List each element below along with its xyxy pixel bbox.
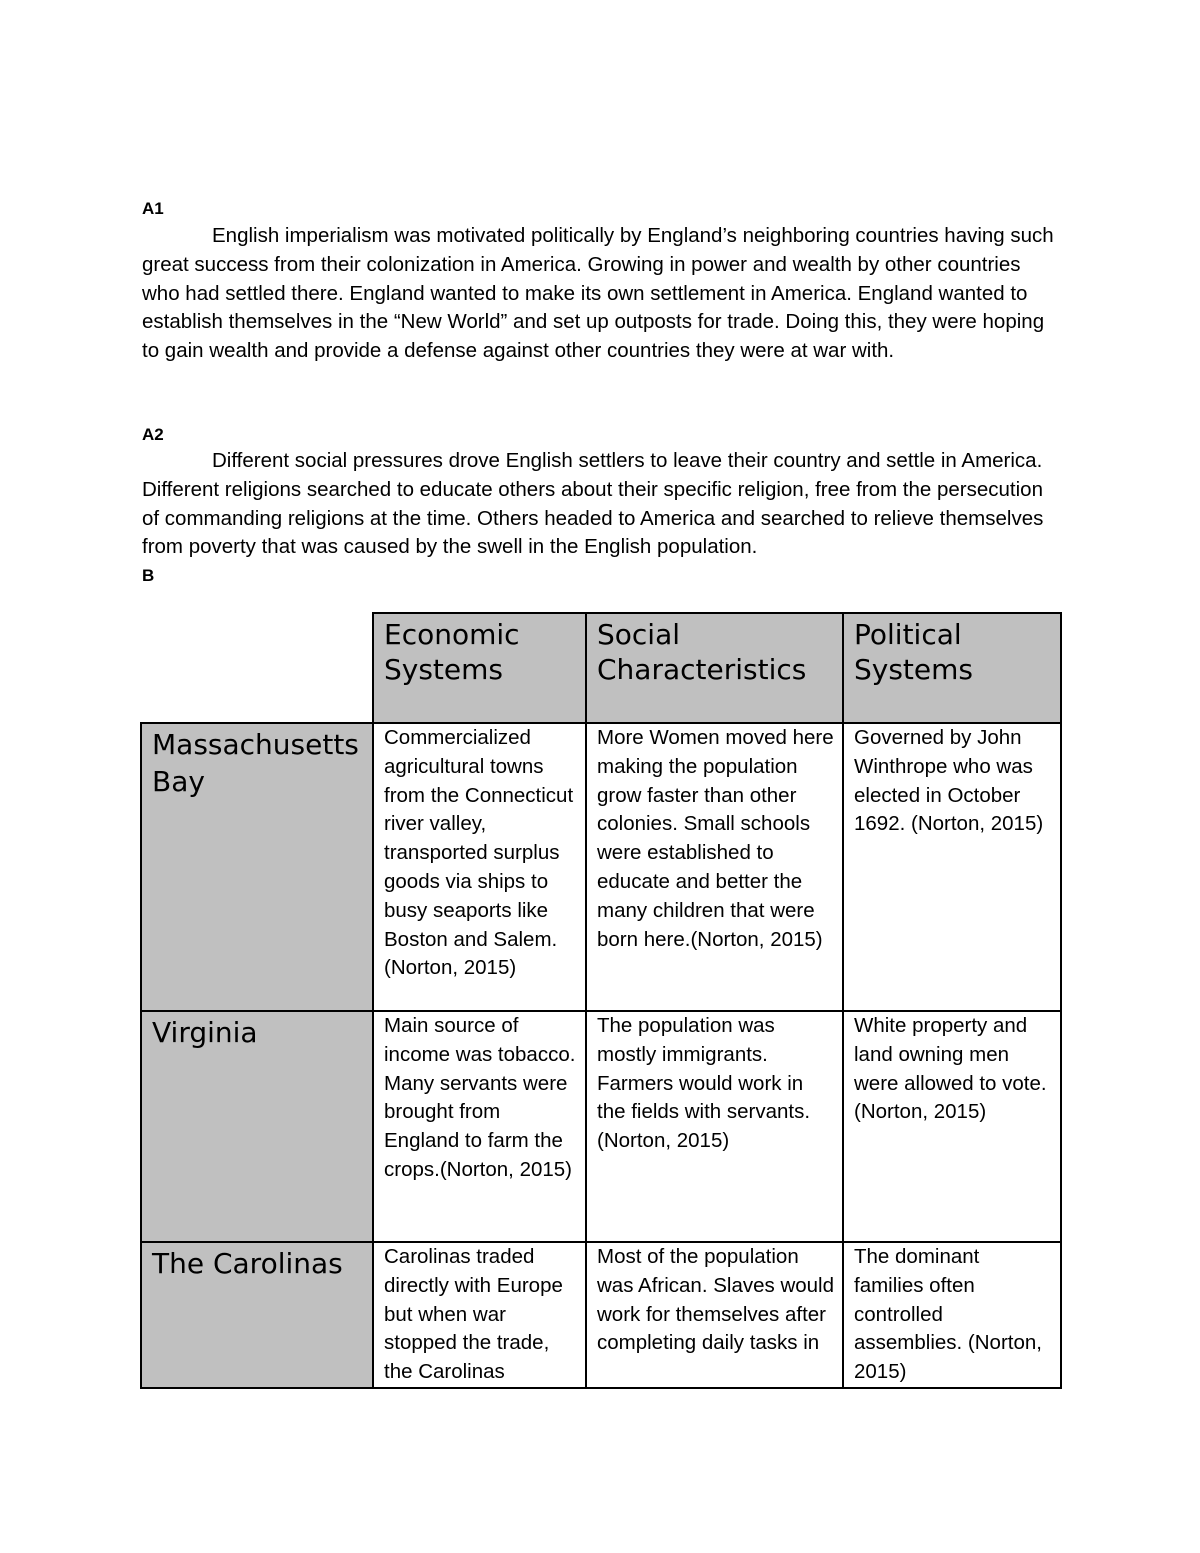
cell-economic: Main source of income was tobacco. Many servants were brought from England to farm the crops.(Norton, 2015): [373, 1011, 586, 1242]
paragraph-a1: English imperialism was motivated politically by England’s neighboring countries having such great success from their colonization in America. Growing in power and wealth by other countries who had settled there. England wanted to make its own settlement in America. England wanted to establish themselves in the “New World” and set up outposts for trade. Doing this, they were hoping to gain wealth and provide a defense against other countries they were at war with.: [142, 224, 1054, 363]
heading-a2: A2: [142, 425, 164, 444]
row-header-massachusetts-bay: Massachusetts Bay: [141, 723, 373, 1011]
cell-political: White property and land owning men were allowed to vote. (Norton, 2015): [843, 1011, 1061, 1242]
table-row: [141, 1242, 1061, 1388]
heading-b: B: [142, 566, 155, 585]
cell-political: Governed by John Winthrope who was elected in October 1692. (Norton, 2015): [843, 723, 1061, 1011]
row-header-the-carolinas: The Carolinas: [141, 1242, 373, 1388]
cell-social: More Women moved here making the population grow faster than other colonies. Small schools were established to educate and better the many children that were born here.(Norton, 2015): [586, 723, 843, 1011]
heading-a1: A1: [142, 199, 164, 218]
colonies-comparison-table: [140, 612, 1062, 1389]
table-row: [141, 723, 1061, 1011]
cell-social: Most of the population was African. Slaves would work for themselves after completing daily tasks in: [586, 1242, 843, 1388]
column-header-social: Social Characteristics: [586, 613, 843, 723]
cell-economic: Commercialized agricultural towns from the Connecticut river valley, transported surplus goods via ships to busy seaports like Boston and Salem.(Norton, 2015): [373, 723, 586, 1011]
paragraph-a2: Different social pressures drove English settlers to leave their country and settle in America. Different religions searched to educate others about their specific religion, free from the persecution of commanding religions at the time. Others headed to America and searched to relieve themselves from poverty that was caused by the swell in the English population.: [142, 449, 1044, 559]
column-header-political: Political Systems: [843, 613, 1061, 723]
table-corner-cell: [141, 613, 373, 723]
row-header-virginia: Virginia: [141, 1011, 373, 1242]
cell-social: The population was mostly immigrants. Farmers would work in the fields with servants. (Norton, 2015): [586, 1011, 843, 1242]
column-header-economic: Economic Systems: [373, 613, 586, 723]
cell-economic: Carolinas traded directly with Europe but when war stopped the trade, the Carolinas: [373, 1242, 586, 1388]
table-row: [141, 1011, 1061, 1242]
cell-political: The dominant families often controlled assemblies. (Norton, 2015): [843, 1242, 1061, 1388]
table-header-row: [141, 613, 1061, 723]
